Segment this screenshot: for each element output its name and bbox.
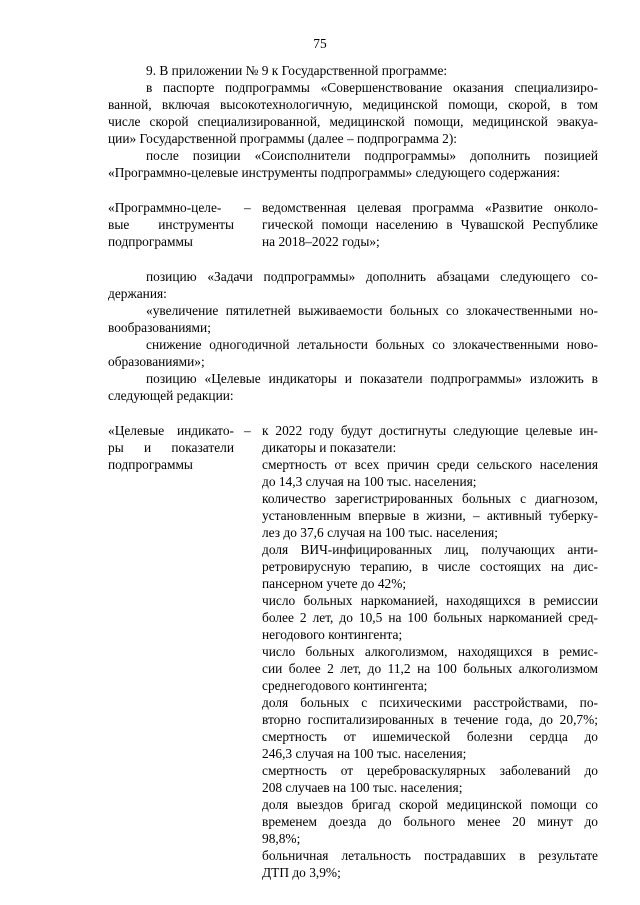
indicator-line-19: смертность от ишемической болезни сердца до xyxy=(262,729,598,744)
position2-label-line-3: подпрограммы xyxy=(108,457,193,472)
position2-dash: – xyxy=(244,423,251,438)
indicator-line-21: смертность от цереброваскулярных заболеваний до xyxy=(262,763,598,778)
middle-line-7: позицию «Целевые индикаторы и показатели подпрограммы» изложить в xyxy=(146,371,598,386)
indicator-line-15: сии более 2 лет, до 11,2 на 100 больных алкоголизмом xyxy=(262,661,598,676)
page-number: 75 xyxy=(313,36,327,51)
indicator-line-23: доля выездов бригад скорой медицинской помощи со xyxy=(262,797,598,812)
intro-line-5: ции» Государственной программы (далее – подпрограмма 2): xyxy=(108,131,457,146)
indicator-line-26: больничная летальность пострадавших в результате xyxy=(262,848,598,863)
indicator-line-27: ДТП до 3,9%; xyxy=(262,865,341,880)
position2-label-line-1: «Целевые индикато- xyxy=(108,423,234,438)
indicator-line-2: дикаторы и показатели: xyxy=(262,440,397,455)
position1-label-line-1: «Программно-целе- xyxy=(108,200,222,215)
indicator-line-3: смертность от всех причин среди сельского населения xyxy=(262,457,598,472)
intro-line-2: в паспорте подпрограммы «Совершенствование оказания специализиро- xyxy=(146,80,598,95)
middle-line-4: вообразованиями; xyxy=(108,320,211,335)
position2-label-line-2: ры и показатели xyxy=(108,440,234,455)
indicator-line-20: 246,3 случая на 100 тыс. населения; xyxy=(262,746,467,761)
indicator-line-16: среднегодового контингента; xyxy=(262,678,428,693)
indicator-line-1: к 2022 году будут достигнуты следующие целевые ин- xyxy=(262,423,598,438)
position1-label-line-2: вые инструменты xyxy=(108,217,234,232)
indicator-line-10: пансерном учете до 42%; xyxy=(262,576,407,591)
middle-line-2: держания: xyxy=(108,286,167,301)
indicator-line-12: более 2 лет, до 10,5 на 100 больных наркоманией сред- xyxy=(262,610,598,625)
middle-line-3: «увеличение пятилетней выживаемости больных со злокачественными но- xyxy=(146,303,598,318)
indicator-line-17: доля больных с психическими расстройствами, по- xyxy=(262,695,598,710)
middle-line-1: позицию «Задачи подпрограммы» дополнить абзацами следующего со- xyxy=(146,269,598,284)
position1-value-line-3: на 2018–2022 годы»; xyxy=(262,234,380,249)
intro-line-4: числе скорой специализированной, медицинской помощи, медицинской эвакуа- xyxy=(108,114,598,129)
position1-dash: – xyxy=(244,200,251,215)
indicator-line-5: количество зарегистрированных больных с диагнозом, xyxy=(262,491,598,506)
position1-label-line-3: подпрограммы xyxy=(108,234,193,249)
middle-line-5: снижение одногодичной летальности больных со злокачественными ново- xyxy=(146,337,598,352)
intro-line-6: после позиции «Соисполнители подпрограммы» дополнить позицией xyxy=(146,148,598,163)
indicator-line-18: вторно госпитализированных в течение года, до 20,7%; xyxy=(262,712,598,727)
intro-line-1: 9. В приложении № 9 к Государственной программе: xyxy=(146,63,448,78)
middle-line-6: образованиями»; xyxy=(108,354,205,369)
intro-line-7: «Программно-целевые инструменты подпрограммы» следующего содержания: xyxy=(108,165,561,180)
middle-line-8: следующей редакции: xyxy=(108,388,234,403)
position1-value-line-1: ведомственная целевая программа «Развитие онколо- xyxy=(262,200,598,215)
indicator-line-9: ретровирусную терапию, в числе состоящих на дис- xyxy=(262,559,598,574)
intro-line-3: ванной, включая высокотехнологичную, медицинской помощи, скорой, в том xyxy=(108,97,598,112)
indicator-line-13: негодового контингента; xyxy=(262,627,403,642)
position1-value-line-2: гической помощи населению в Чувашской Республике xyxy=(262,217,598,232)
indicator-line-4: до 14,3 случая на 100 тыс. населения; xyxy=(262,474,477,489)
indicator-line-11: число больных наркоманией, находящихся в ремиссии xyxy=(262,593,598,608)
indicator-line-8: доля ВИЧ-инфицированных лиц, получающих анти- xyxy=(262,542,598,557)
indicator-line-24: временем доезда до больного менее 20 минут до xyxy=(262,814,598,829)
indicator-line-6: установленным впервые в жизни, – активный туберку- xyxy=(262,508,598,523)
indicator-line-14: число больных алкоголизмом, находящихся в ремис- xyxy=(262,644,598,659)
indicator-line-7: лез до 37,6 случая на 100 тыс. населения; xyxy=(262,525,498,540)
indicator-line-25: 98,8%; xyxy=(262,831,301,846)
indicator-line-22: 208 случаев на 100 тыс. населения; xyxy=(262,780,463,795)
